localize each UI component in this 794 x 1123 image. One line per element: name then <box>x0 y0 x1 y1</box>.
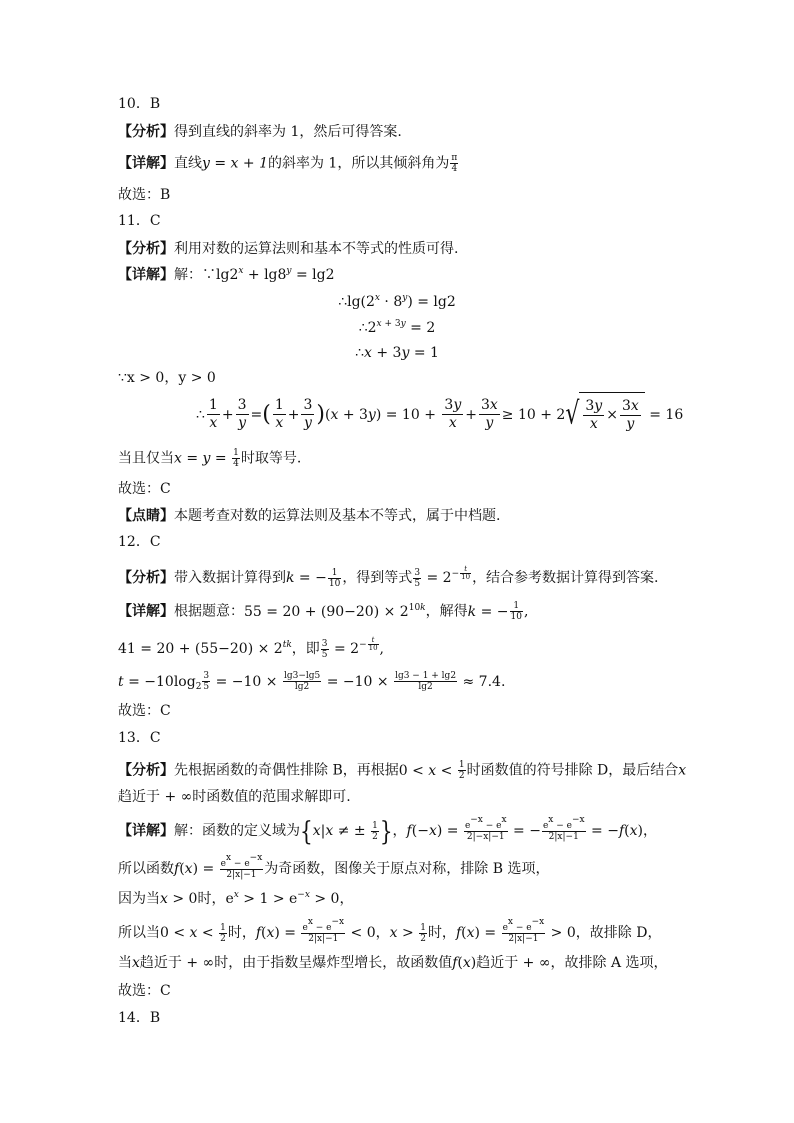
q11-equality: 当且仅当x = y = $\frac{1}{4}$ 时取等号. <box>118 448 302 469</box>
q11-eq2: $\therefore 2^{x + 3y} = 2$ <box>358 319 436 336</box>
q12-detail: 【详解】根据题意：$55 = 20 + (90-20) \times 2^{10k}$，解得k = − $\frac{1}{10}$ , <box>118 601 529 622</box>
q10-number: 10．B <box>118 96 161 112</box>
q12-eq2: $41 = 20 + (55-20) \times 2^{tk}$，即 $\frac{3}{5}$ = $2^{- \frac{t}{10}}$ , <box>118 636 384 660</box>
q11-comment: 【点睛】本题考查对数的运算法则及基本不等式，属于中档题. <box>118 508 501 524</box>
q13-odd-function: 所以函数f(x) = $\frac{e^x - e^{-x}}{2|x|-1}$ 为奇函数，图像关于原点对称，排除 B 选项， <box>118 853 550 880</box>
q10-analysis: 【分析】得到直线的斜率为 1，然后可得答案. <box>118 124 402 140</box>
q11-detail: 【详解】解：$\because\lg 2^x + \lg 8^y = \lg 2$ <box>118 266 335 283</box>
q13-limit: 当x趋近于 + ∞时，由于指数呈爆炸型增长，故函数值f(x)趋近于 + ∞，故排除 A 选项， <box>118 955 668 971</box>
q13-analysis-cont: 趋近于 + ∞时函数值的范围求解即可. <box>118 789 351 805</box>
q13-choice: 故选：C <box>118 983 171 999</box>
q11-eq1: $\therefore\lg(2^x \cdot 8^y) = \lg 2$ <box>338 293 456 310</box>
q11-inequality: ∴ $\frac{1}{x}$ + $\frac{3}{y}$ =( $\frac{1}{x}$ + $\frac{3}{y}$ )(x + 3y) = 10 + $\frac{3y}{x}$ + $\frac{3x}{y}$ ≥ 10 + 2√ $\frac{3y}{x}$ × $\frac{3x}{y}$ = 16 <box>196 392 683 436</box>
q12-number: 12．C <box>118 534 161 550</box>
q13-number: 13．C <box>118 730 161 746</box>
angle-fraction: $\frac{\pi}{4}$ <box>451 153 458 174</box>
q14-number: 14．B <box>118 1010 161 1026</box>
q13-sign: 所以当0 < x < $\frac{1}{2}$ 时，f(x) = $\frac{e^x - e^{-x}}{2|x|-1}$ < 0，x > $\frac{1}{2}$ 时，f(x) = $\frac{e^x - e^{-x}}{2|x|-1}$ > 0，故排除 D， <box>118 917 662 944</box>
q10-choice: 故选：B <box>118 187 171 203</box>
q12-choice: 故选：C <box>118 703 171 719</box>
q11-eq3: ∴x + 3y = 1 <box>355 345 439 361</box>
q11-analysis: 【分析】利用对数的运算法则和基本不等式的性质可得. <box>118 241 459 257</box>
q11-number: 11．C <box>118 213 161 229</box>
q12-analysis: 【分析】带入数据计算得到k = − $\frac{1}{10}$ ，得到等式 $\frac{3}{5}$ = $2^{- \frac{t}{10}}$ ，结合参考数据计算得到答案. <box>118 565 659 589</box>
q13-detail: 【详解】解：函数的定义域为{x|x ≠ ± $\frac{1}{2}$ }，f(−x) = $\frac{e^{-x} - e^x}{2|-x|-1}$ = − $\frac{e^x - e^{-x}}{2|x|-1}$ = −f(x)， <box>118 815 657 847</box>
q12-eq3: $t = -10\log_2$ $\frac{3}{5}$ = −10 × $\frac{\lg 3-\lg 5}{\lg 2}$ = −10 × $\frac{\lg 3 - 1 + \lg 2}{\lg 2}$ ≈ 7.4. <box>118 671 506 692</box>
q10-detail: 【详解】直线y = x + 1的斜率为 1，所以其倾斜角为 $\frac{\pi}{4}$ <box>118 153 458 174</box>
q11-choice: 故选：C <box>118 481 171 497</box>
q11-condition: ∵x > 0，y > 0 <box>118 370 216 386</box>
q13-analysis: 【分析】先根据函数的奇偶性排除 B，再根据0 < x < $\frac{1}{2}$ 时函数值的符号排除 D，最后结合x <box>118 760 687 781</box>
q13-positive: 因为当x > 0时，$e^x > 1 > e^{-x} > 0$， <box>118 890 354 907</box>
